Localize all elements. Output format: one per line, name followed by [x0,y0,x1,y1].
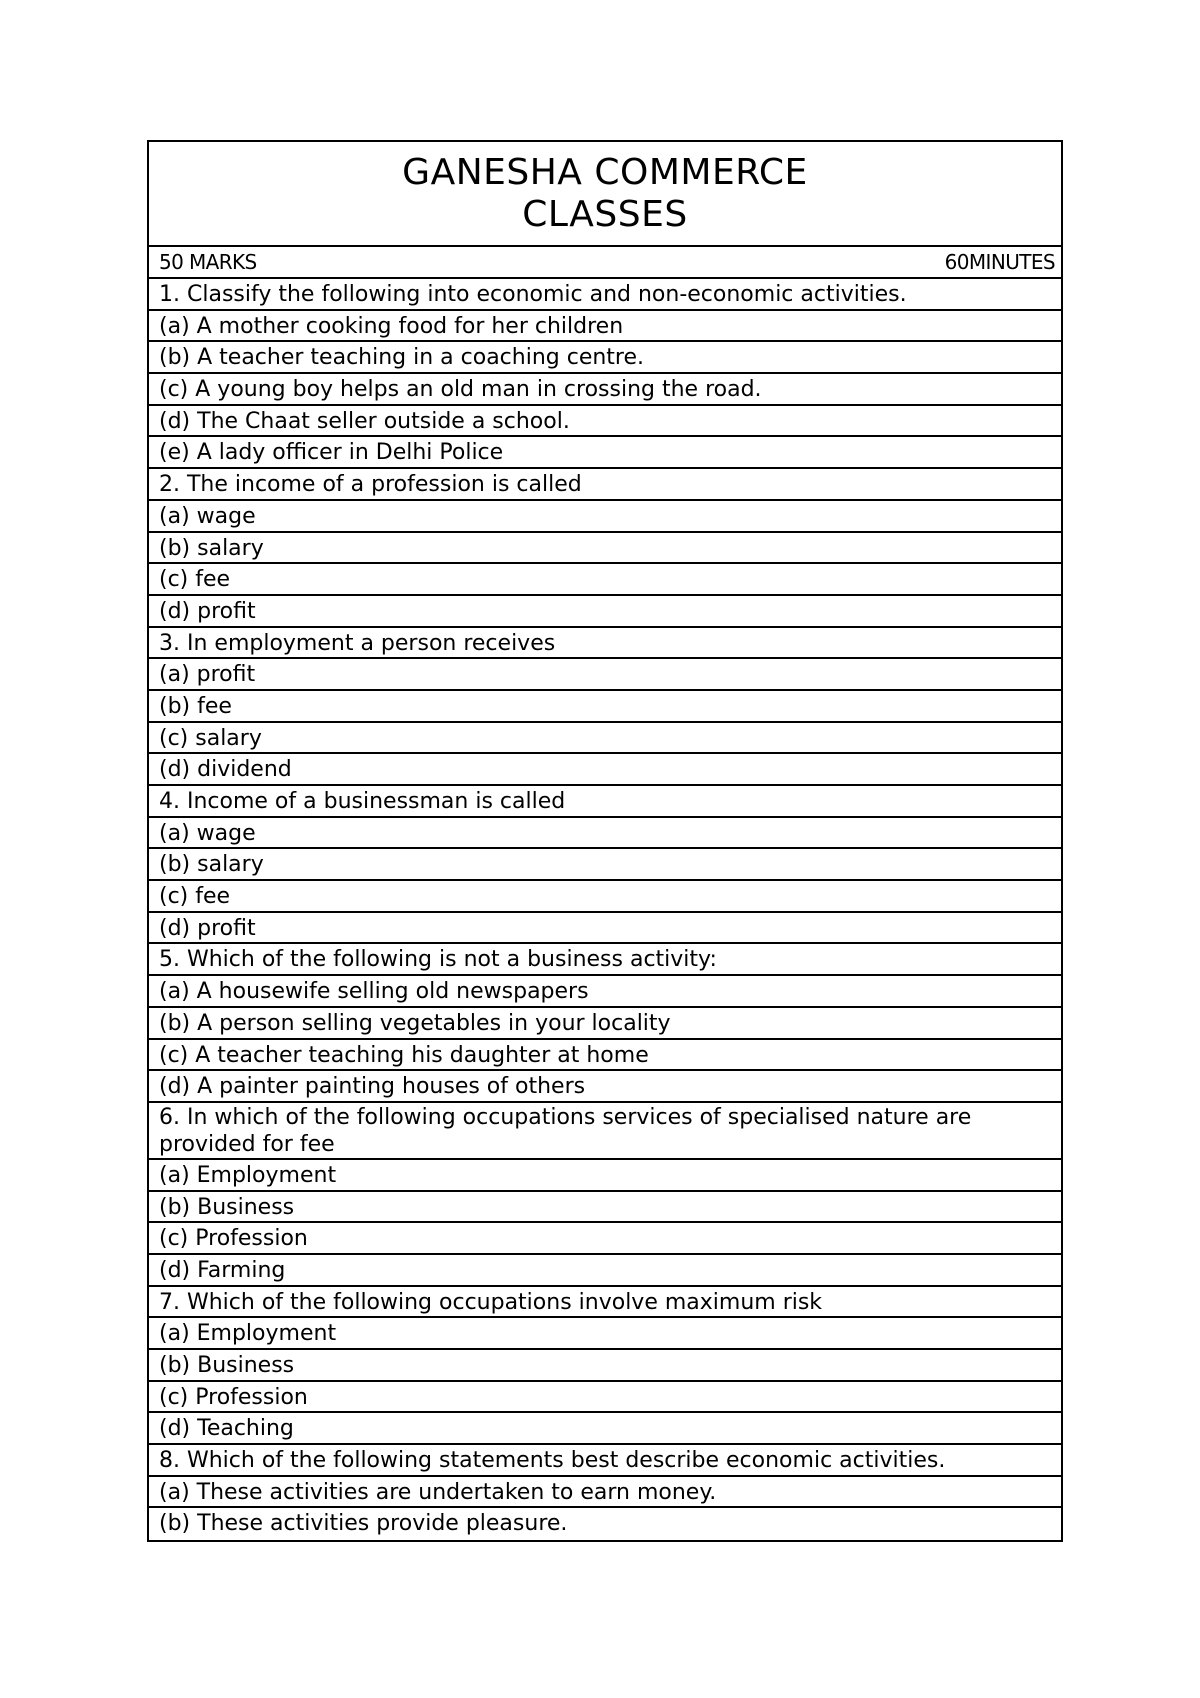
option-row: (c) salary [149,723,1061,755]
option-row: (b) A teacher teaching in a coaching centre. [149,342,1061,374]
option-row: (d) The Chaat seller outside a school. [149,406,1061,438]
option-row: (d) Farming [149,1255,1061,1287]
institute-title-line-1: GANESHA COMMERCE [402,151,808,193]
question-row: 2. The income of a profession is called [149,469,1061,501]
option-row: (c) A young boy helps an old man in crossing the road. [149,374,1061,406]
question-row: 5. Which of the following is not a business activity: [149,944,1061,976]
question-row: 8. Which of the following statements best describe economic activities. [149,1445,1061,1477]
option-row: (b) salary [149,533,1061,565]
marks-duration-row [149,247,1061,279]
question-row: 1. Classify the following into economic and non-economic activities. [149,279,1061,311]
option-row: (a) These activities are undertaken to earn money. [149,1477,1061,1509]
option-row: (b) Business [149,1350,1061,1382]
question-paper-table [147,140,1063,1542]
option-row: (d) profit [149,596,1061,628]
option-row: (b) A person selling vegetables in your locality [149,1008,1061,1040]
time-duration: 60MINUTES [944,250,1055,274]
option-row: (b) salary [149,849,1061,881]
option-row: (b) Business [149,1192,1061,1224]
option-row: (c) A teacher teaching his daughter at home [149,1040,1061,1072]
option-row: (c) Profession [149,1382,1061,1414]
option-row: (e) A lady officer in Delhi Police [149,437,1061,469]
institute-title-line-2: CLASSES [522,193,688,235]
option-row: (d) dividend [149,754,1061,786]
option-row: (d) A painter painting houses of others [149,1071,1061,1103]
question-row: 4. Income of a businessman is called [149,786,1061,818]
option-row: (a) wage [149,818,1061,850]
question-row: 7. Which of the following occupations involve maximum risk [149,1287,1061,1319]
title-cell [149,142,1061,247]
option-row: (a) profit [149,659,1061,691]
option-row: (a) A housewife selling old newspapers [149,976,1061,1008]
option-row: (d) profit [149,913,1061,945]
option-row: (b) fee [149,691,1061,723]
option-row: (a) A mother cooking food for her children [149,311,1061,343]
option-row: (b) These activities provide pleasure. [159,1511,568,1537]
question-rows [149,279,1061,1540]
option-row: (c) Profession [149,1223,1061,1255]
question-row: 3. In employment a person receives [149,628,1061,660]
option-row: (a) Employment [149,1160,1061,1192]
total-marks: 50 MARKS [159,250,257,274]
question-row: 6. In which of the following occupations services of specialised nature are provided for fee [149,1103,1061,1160]
option-row: (c) fee [149,881,1061,913]
option-row: (c) fee [149,564,1061,596]
option-row: (d) Teaching [149,1413,1061,1445]
option-row: (a) Employment [149,1318,1061,1350]
option-row: (a) wage [149,501,1061,533]
